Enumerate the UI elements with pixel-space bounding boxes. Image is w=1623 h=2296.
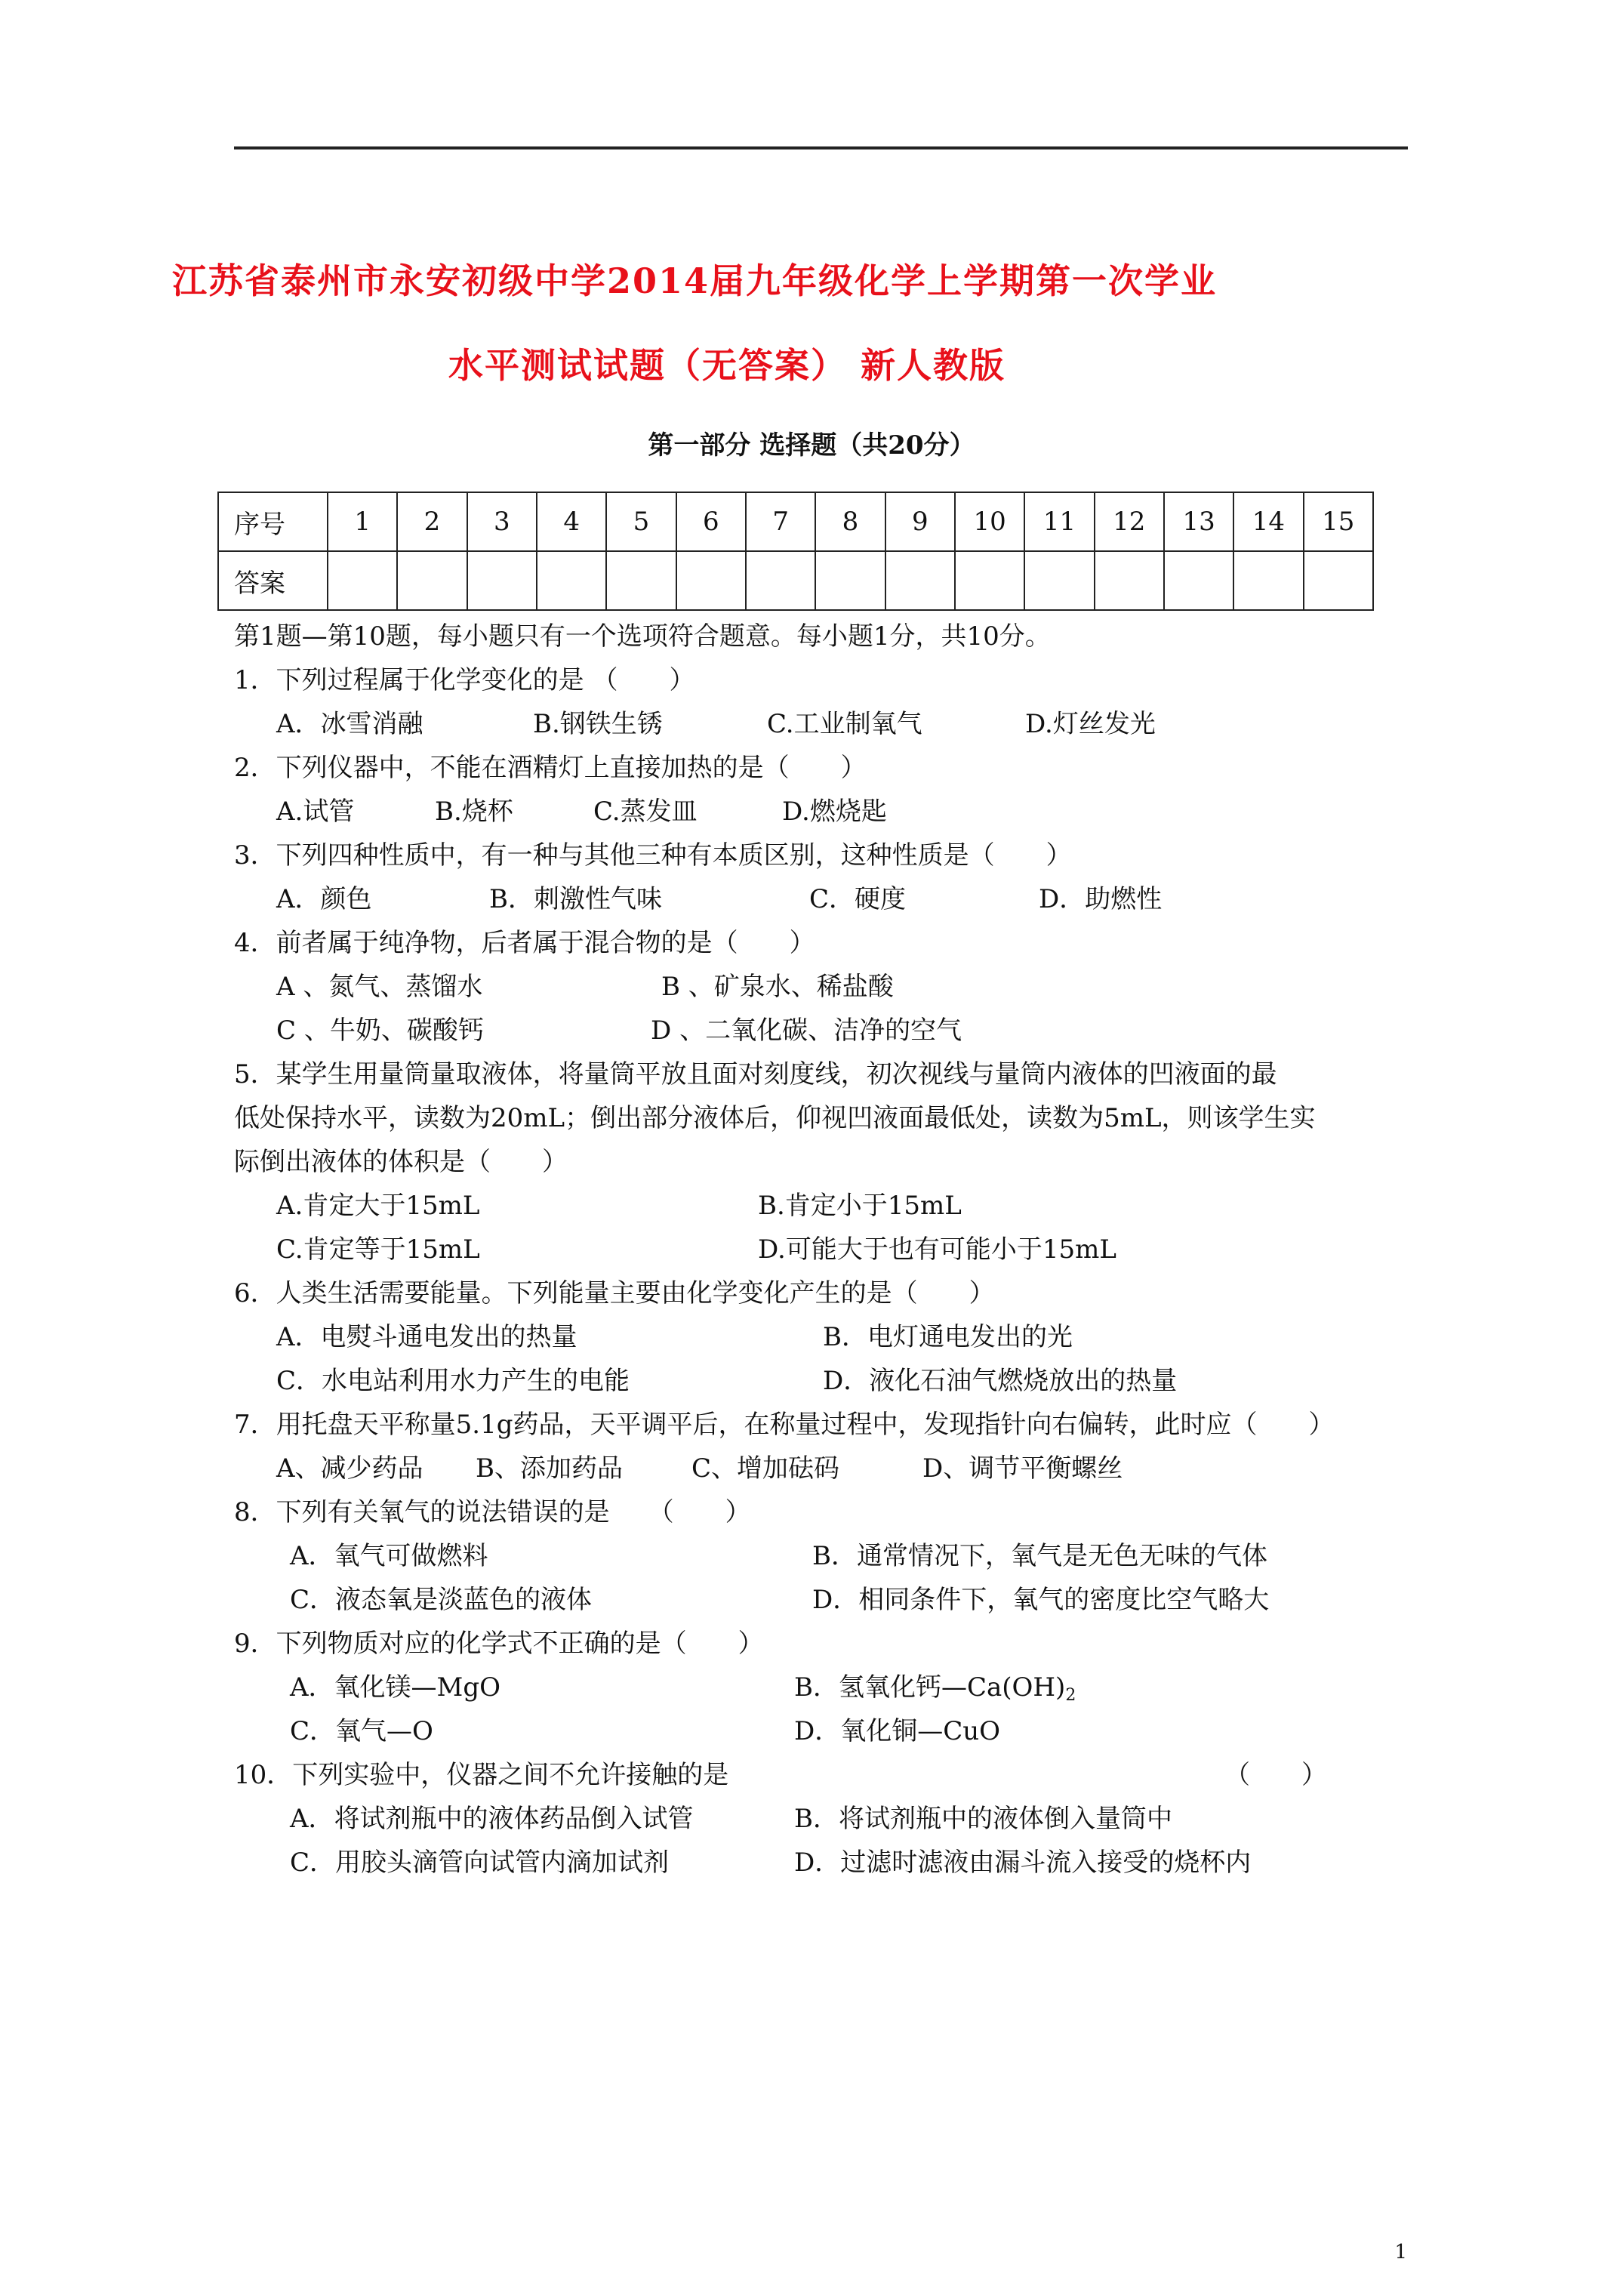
answer-cell[interactable] bbox=[467, 551, 537, 610]
question-9-option-b-subscript: 2 bbox=[1065, 1686, 1076, 1705]
question-8-option-d: D．相同条件下，氧气的密度比空气略大 bbox=[812, 1585, 1270, 1615]
section-heading: 第一部分 选择题（共20分） bbox=[648, 430, 975, 461]
answer-cell[interactable] bbox=[1095, 551, 1164, 610]
question-6-option-d: D．液化石油气燃烧放出的热量 bbox=[823, 1366, 1178, 1396]
question-2-option-c: C.蒸发皿 bbox=[593, 797, 698, 827]
answer-cell[interactable] bbox=[1304, 551, 1373, 610]
page-number: 1 bbox=[1394, 2241, 1407, 2264]
question-5-option-d: D.可能大于也有可能小于15mL bbox=[758, 1234, 1116, 1265]
question-5-stem-line-3: 际倒出液体的体积是（ ） bbox=[234, 1147, 568, 1177]
question-10-option-d: D．过滤时滤液由漏斗流入接受的烧杯内 bbox=[794, 1848, 1252, 1878]
question-number-cell: 3 bbox=[467, 492, 537, 551]
question-5-option-a: A.肯定大于15mL bbox=[276, 1191, 480, 1221]
question-number-cell: 8 bbox=[815, 492, 885, 551]
document-title-line-1: 江苏省泰州市永安初级中学2014届九年级化学上学期第一次学业 bbox=[171, 260, 1218, 301]
question-number-cell: 10 bbox=[955, 492, 1024, 551]
question-10-option-b: B．将试剂瓶中的液体倒入量筒中 bbox=[794, 1804, 1172, 1834]
header-rule bbox=[234, 146, 1408, 149]
question-6-option-c: C．水电站利用水力产生的电能 bbox=[276, 1366, 630, 1396]
question-8-option-c: C．液态氧是淡蓝色的液体 bbox=[290, 1585, 593, 1615]
question-5-stem-line-2: 低处保持水平，读数为20mL；倒出部分液体后，仰视凹液面最低处，读数为5mL，则该学生实 bbox=[234, 1103, 1316, 1133]
question-2-stem: 2．下列仪器中，不能在酒精灯上直接加热的是（ ） bbox=[234, 753, 867, 783]
answer-cell[interactable] bbox=[1164, 551, 1233, 610]
answer-table bbox=[217, 492, 1374, 611]
answer-cell[interactable] bbox=[676, 551, 746, 610]
question-4-option-c: C 、牛奶、碳酸钙 bbox=[276, 1015, 484, 1046]
question-6-option-a: A．电熨斗通电发出的热量 bbox=[276, 1322, 577, 1352]
question-number-cell: 6 bbox=[676, 492, 746, 551]
question-number-cell: 1 bbox=[328, 492, 397, 551]
question-4-option-d: D 、二氧化碳、洁净的空气 bbox=[651, 1015, 962, 1046]
question-1-option-b: B.钢铁生锈 bbox=[533, 709, 663, 739]
answer-cell[interactable] bbox=[885, 551, 955, 610]
answer-cell[interactable] bbox=[1024, 551, 1094, 610]
question-number-cell: 5 bbox=[606, 492, 676, 551]
instruction-text: 第1题—第10题，每小题只有一个选项符合题意。每小题1分，共10分。 bbox=[234, 621, 1051, 652]
question-number-cell: 4 bbox=[537, 492, 606, 551]
question-number-cell: 11 bbox=[1024, 492, 1094, 551]
question-10-option-a: A．将试剂瓶中的液体药品倒入试管 bbox=[290, 1804, 694, 1834]
question-10-bracket: （ ） bbox=[1224, 1760, 1327, 1790]
answer-cell[interactable] bbox=[606, 551, 676, 610]
question-8-option-b: B．通常情况下，氧气是无色无味的气体 bbox=[812, 1541, 1267, 1571]
question-2-option-b: B.烧杯 bbox=[435, 797, 513, 827]
question-3-stem: 3．下列四种性质中，有一种与其他三种有本质区别，这种性质是（ ） bbox=[234, 840, 1072, 871]
question-2-option-d: D.燃烧匙 bbox=[782, 797, 887, 827]
question-9-option-b-text: B．氢氧化钙—Ca(OH) bbox=[794, 1672, 1066, 1703]
question-number-cell: 13 bbox=[1164, 492, 1233, 551]
question-5-option-c: C.肯定等于15mL bbox=[276, 1234, 480, 1265]
row-label-number: 序号 bbox=[218, 492, 328, 551]
question-6-stem: 6．人类生活需要能量。下列能量主要由化学变化产生的是（ ） bbox=[234, 1278, 995, 1308]
question-number-cell: 2 bbox=[397, 492, 467, 551]
question-3-option-b: B．刺激性气味 bbox=[489, 884, 662, 914]
question-7-option-a: A、减少药品 bbox=[276, 1453, 423, 1484]
question-9-option-c: C．氧气—O bbox=[290, 1716, 433, 1746]
question-9-option-b bbox=[794, 1672, 1076, 1705]
question-9-option-d: D．氧化铜—CuO bbox=[794, 1716, 1001, 1746]
question-10-stem: 10．下列实验中，仪器之间不允许接触的是 bbox=[234, 1760, 729, 1790]
answer-cell[interactable] bbox=[1233, 551, 1303, 610]
question-number-cell: 9 bbox=[885, 492, 955, 551]
answer-cell[interactable] bbox=[955, 551, 1024, 610]
question-1-stem: 1．下列过程属于化学变化的是 （ ） bbox=[234, 665, 695, 695]
question-7-stem: 7．用托盘天平称量5.1g药品，天平调平后，在称量过程中，发现指针向右偏转，此时应（ ） bbox=[234, 1410, 1335, 1440]
question-1-option-d: D.灯丝发光 bbox=[1025, 709, 1156, 739]
answer-cell[interactable] bbox=[537, 551, 606, 610]
question-1-option-c: C.工业制氧气 bbox=[767, 709, 922, 739]
question-6-option-b: B．电灯通电发出的光 bbox=[823, 1322, 1073, 1352]
question-2-option-a: A.试管 bbox=[276, 797, 355, 827]
question-4-option-b: B 、矿泉水、稀盐酸 bbox=[661, 972, 894, 1002]
question-4-stem: 4．前者属于纯净物，后者属于混合物的是（ ） bbox=[234, 928, 815, 958]
question-5-option-b: B.肯定小于15mL bbox=[758, 1191, 962, 1221]
question-number-cell: 15 bbox=[1304, 492, 1373, 551]
question-3-option-c: C．硬度 bbox=[809, 884, 907, 914]
answer-cell[interactable] bbox=[746, 551, 815, 610]
answer-table-number-row bbox=[218, 492, 1373, 551]
answer-cell[interactable] bbox=[397, 551, 467, 610]
question-number-cell: 7 bbox=[746, 492, 815, 551]
question-1-option-a: A．冰雪消融 bbox=[276, 709, 423, 739]
question-7-option-b: B、添加药品 bbox=[476, 1453, 623, 1484]
question-10-option-c: C．用胶头滴管向试管内滴加试剂 bbox=[290, 1848, 670, 1878]
answer-cell[interactable] bbox=[815, 551, 885, 610]
question-3-option-a: A．颜色 bbox=[276, 884, 372, 914]
document-title-line-2: 水平测试试题（无答案） 新人教版 bbox=[448, 345, 1006, 386]
answer-table-answer-row bbox=[218, 551, 1373, 610]
question-number-cell: 14 bbox=[1233, 492, 1303, 551]
question-9-option-a: A．氧化镁—MgO bbox=[290, 1672, 501, 1703]
question-8-stem: 8．下列有关氧气的说法错误的是 （ ） bbox=[234, 1497, 751, 1527]
answer-cell[interactable] bbox=[328, 551, 397, 610]
question-7-option-d: D、调节平衡螺丝 bbox=[922, 1453, 1123, 1484]
question-9-stem: 9．下列物质对应的化学式不正确的是（ ） bbox=[234, 1629, 764, 1659]
question-8-option-a: A．氧气可做燃料 bbox=[290, 1541, 488, 1571]
question-5-stem-line-1: 5．某学生用量筒量取液体，将量筒平放且面对刻度线，初次视线与量筒内液体的凹液面的最 bbox=[234, 1059, 1277, 1089]
row-label-answer: 答案 bbox=[218, 551, 328, 610]
question-3-option-d: D．助燃性 bbox=[1039, 884, 1163, 914]
question-number-cell: 12 bbox=[1095, 492, 1164, 551]
question-7-option-c: C、增加砝码 bbox=[691, 1453, 840, 1484]
question-4-option-a: A 、氮气、蒸馏水 bbox=[276, 972, 483, 1002]
